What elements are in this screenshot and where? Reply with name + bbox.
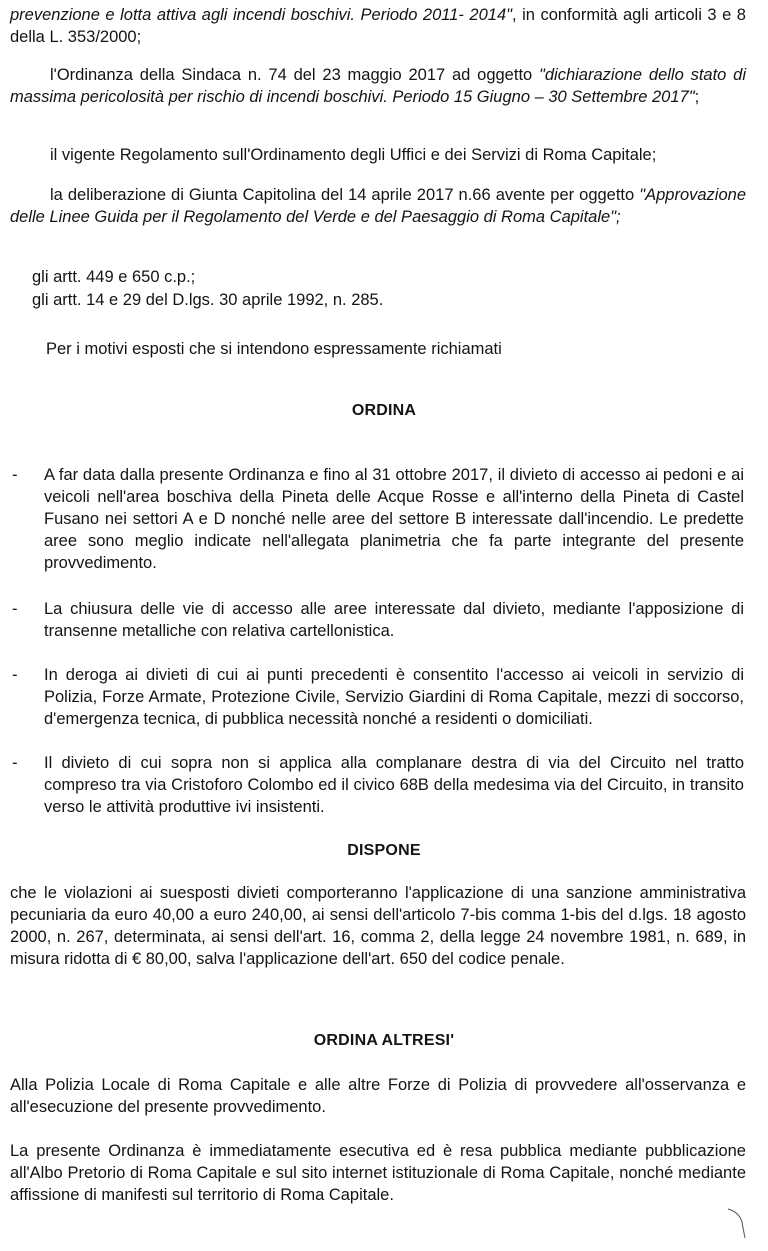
premise-ordinance-lead: l'Ordinanza della Sindaca n. 74 del 23 maggio 2017 ad oggetto (50, 66, 540, 84)
dispone-text: che le violazioni ai suesposti divieti comporteranno l'applicazione di una sanzione amministrativa pecuniaria da euro 40,00 a euro 240,00, ai sensi dell'articolo 7-bis comma 1-bis del d.lgs. 18 agosto 2000, n. 267, determinata, ai sensi dell'art. 16, comma 2, della legge 24 novembre 1981, n. 689, in misura ridotta di € 80,00, salva l'applicazione dell'art. 650 del codice penale. (10, 884, 746, 968)
premise-motivi: Per i motivi esposti che si intendono espressamente richiamati (46, 340, 502, 358)
premise-regional-plan (10, 4, 746, 48)
ordina-item-2: La chiusura delle vie di accesso alle aree interessate dal divieto, mediante l'apposizione di transenne metalliche con relativa cartellonistica. (44, 600, 744, 640)
premise-delibera (10, 184, 746, 228)
initials-mark (726, 1206, 748, 1240)
heading-ordina: ORDINA (351, 402, 417, 419)
premise-ordinance-title: "dichiarazione dello stato di massima pericolosità per rischio di incendi boschivi. Periodo 15 Giugno – 30 Settembre 2017" (10, 66, 746, 106)
ordina-altresi-text: Alla Polizia Locale di Roma Capitale e alle altre Forze di Polizia di provvedere all'osservanza e all'esecuzione del presente provvedimento. (10, 1076, 746, 1116)
premise-delibera-title: "Approvazione delle Linee Guida per il Regolamento del Verde e del Paesaggio di Roma Capitale"; (10, 186, 746, 226)
premise-regolamento: il vigente Regolamento sull'Ordinamento degli Uffici e dei Servizi di Roma Capitale; (50, 146, 657, 164)
ordina-item-3: In deroga ai divieti di cui ai punti precedenti è consentito l'accesso ai veicoli in servizio di Polizia, Forze Armate, Protezione Civile, Servizio Giardini di Roma Capitale, mezzi di soccorso, d'emergenza tecnica, di pubblica necessità nonché a residenti o domiciliati. (44, 666, 744, 728)
ordina-item-1: A far data dalla presente Ordinanza e fino al 31 ottobre 2017, il divieto di accesso ai pedoni e ai veicoli nell'area boschiva della Pineta delle Acque Rosse e all'interno della Pineta di Castel Fusano nei settori A e D nonché nelle aree del settore B interessate dall'incendio. Le predette aree sono meglio indicate nell'allegata planimetria che fa parte integrante del presente provvedimento. (44, 466, 744, 572)
premise-plan-rest: , in conformità agli articoli 3 e 8 della L. 353/2000; (10, 6, 746, 46)
ordina-dash: - (12, 754, 18, 772)
premise-plan-title: prevenzione e lotta attiva agli incendi boschivi. Periodo 2011- 2014" (10, 6, 512, 24)
premise-ordinance-74 (10, 64, 746, 108)
ordina-item-4: Il divieto di cui sopra non si applica alla complanare destra di via del Circuito nel tratto compreso tra via Cristoforo Colombo ed il civico 68B della medesima via del Circuito, in transito verso le attività produttive ivi insistenti. (44, 754, 744, 816)
final-publication-text: La presente Ordinanza è immediatamente esecutiva ed è resa pubblica mediante pubblicazione all'Albo Pretorio di Roma Capitale e sul sito internet istituzionale di Roma Capitale, nonché mediante affissione di manifesti sul territorio di Roma Capitale. (10, 1142, 746, 1204)
heading-ordina-altresi: ORDINA ALTRESI' (313, 1032, 455, 1049)
heading-dispone: DISPONE (347, 842, 421, 859)
premise-dlgs-articles: gli artt. 14 e 29 del D.lgs. 30 aprile 1992, n. 285. (32, 291, 384, 309)
premise-cp-articles: gli artt. 449 e 650 c.p.; (32, 268, 196, 286)
premise-ordinance-end: ; (694, 88, 700, 106)
premise-delibera-lead: la deliberazione di Giunta Capitolina del 14 aprile 2017 n.66 avente per oggetto (50, 186, 640, 204)
ordina-dash: - (12, 666, 18, 684)
ordina-dash: - (12, 600, 18, 618)
ordina-dash: - (12, 466, 18, 484)
